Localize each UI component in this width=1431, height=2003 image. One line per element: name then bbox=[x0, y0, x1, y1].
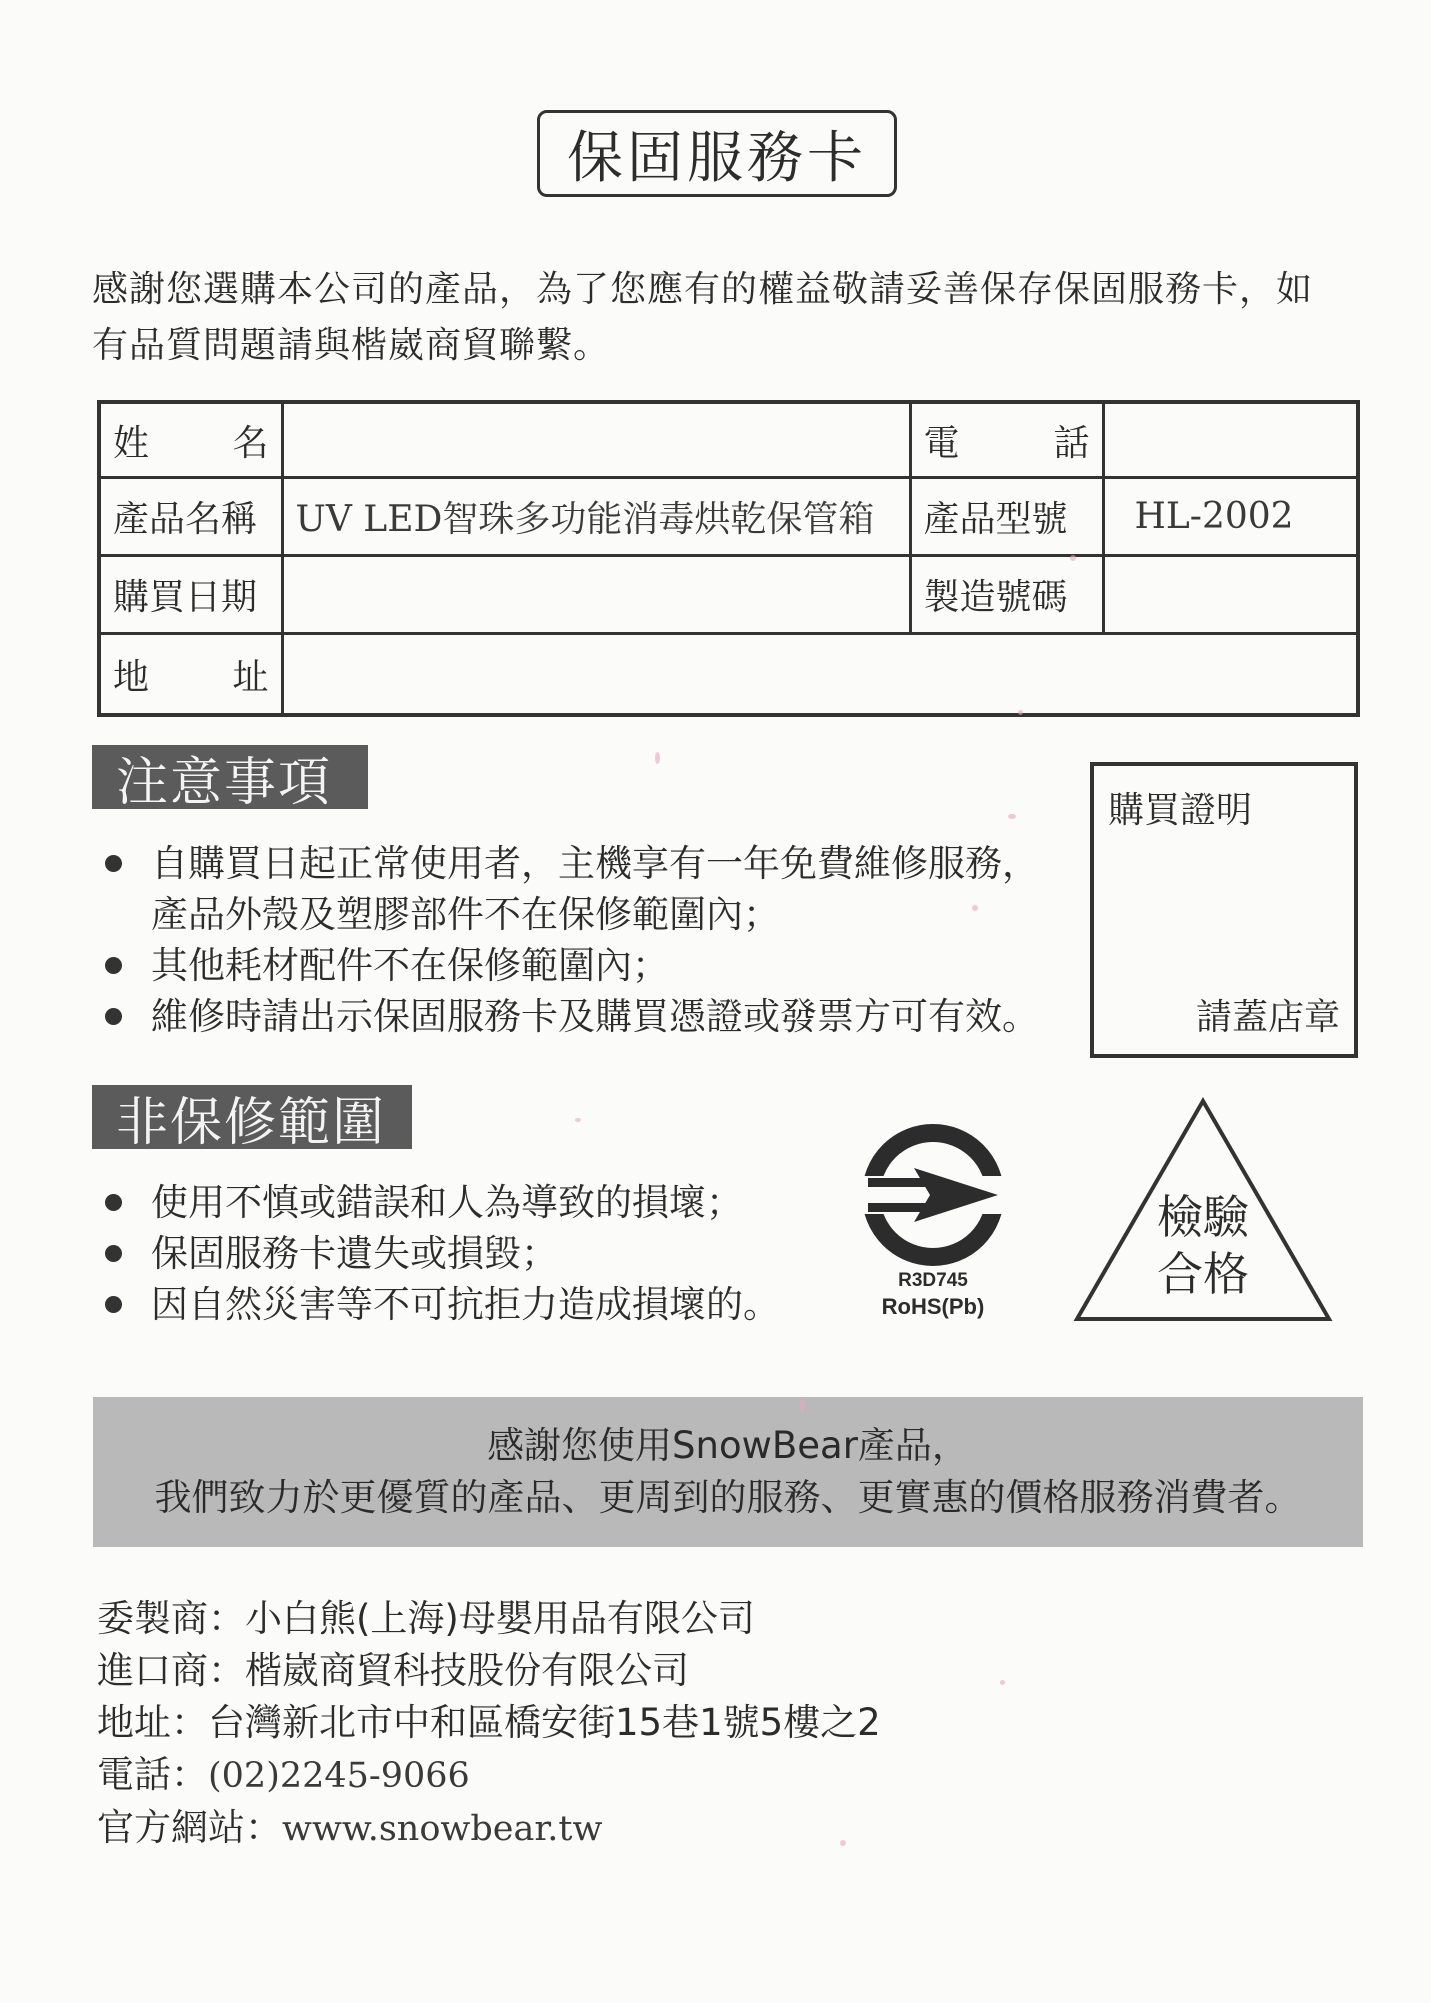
address-row bbox=[97, 1697, 881, 1749]
importer-row bbox=[97, 1645, 881, 1697]
speckle bbox=[972, 905, 978, 911]
footer-phone-label: 電話： bbox=[97, 1753, 208, 1796]
product-name-value: UV LED智珠多功能消毒烘乾保管箱 bbox=[282, 478, 910, 556]
cert-code: R3D745 bbox=[898, 1270, 968, 1291]
speckle bbox=[655, 752, 660, 764]
address-label: 地 址 bbox=[99, 634, 282, 716]
bsmi-cert-mark bbox=[858, 1120, 1008, 1330]
notice-item-1: 自購買日起正常使用者，主機享有一年免費維修服務， bbox=[95, 838, 1085, 889]
footer-address-value: 台灣新北市中和區橋安街15巷1號5樓之2 bbox=[208, 1701, 881, 1744]
exclusions-heading: 非保修範圍 bbox=[92, 1085, 412, 1149]
notice-heading: 注意事項 bbox=[92, 745, 368, 809]
purchase-date-label: 購買日期 bbox=[99, 556, 282, 634]
exclusion-item: 使用不慎或錯誤和人為導致的損壞； bbox=[95, 1177, 895, 1228]
thanks-line-1: 感謝您使用SnowBear產品， bbox=[487, 1424, 969, 1467]
thanks-band bbox=[93, 1397, 1363, 1547]
phone-label: 電 話 bbox=[910, 402, 1103, 478]
notice-item-3: 維修時請出示保固服務卡及購買憑證或發票方可有效。 bbox=[95, 991, 1085, 1042]
speckle bbox=[840, 1840, 846, 1846]
proof-title: 購買證明 bbox=[1108, 790, 1253, 831]
speckle bbox=[800, 1398, 805, 1412]
intro-text bbox=[92, 262, 1352, 374]
name-field[interactable] bbox=[282, 402, 910, 478]
serial-field[interactable] bbox=[1103, 556, 1358, 634]
website-link[interactable]: www.snowbear.tw bbox=[282, 1809, 603, 1849]
website-row bbox=[97, 1802, 881, 1855]
address-field[interactable] bbox=[282, 634, 1358, 716]
thanks-line-2: 我們致力於更優質的產品、更周到的服務、更實惠的價格服務消費者。 bbox=[154, 1476, 1302, 1519]
proof-of-purchase-box bbox=[1090, 762, 1358, 1058]
model-label: 產品型號 bbox=[910, 478, 1103, 556]
exclusions-list bbox=[95, 1177, 895, 1330]
notice-item-1-continued: 產品外殼及塑膠部件不在保修範圍內； bbox=[151, 893, 780, 936]
importer-label: 進口商： bbox=[97, 1649, 245, 1692]
phone-field[interactable] bbox=[1103, 402, 1358, 478]
speckle bbox=[1018, 710, 1023, 715]
intro-line-1: 感謝您選購本公司的產品，為了您應有的權益敬請妥善保存保固服務卡，如 bbox=[92, 269, 1314, 310]
inspection-line-2: 合格 bbox=[1157, 1247, 1249, 1301]
speckle bbox=[1000, 1680, 1005, 1685]
footer-address-label: 地址： bbox=[97, 1701, 208, 1744]
bsmi-mark-icon bbox=[858, 1120, 1008, 1270]
website-label: 官方網站： bbox=[97, 1806, 282, 1849]
commissioner-value: 小白熊(上海)母嬰用品有限公司 bbox=[245, 1597, 755, 1640]
intro-line-2: 有品質問題請與楷崴商貿聯繫。 bbox=[92, 325, 611, 366]
importer-value: 楷崴商貿科技股份有限公司 bbox=[245, 1649, 689, 1692]
notice-list bbox=[95, 838, 1085, 1042]
commissioner-label: 委製商： bbox=[97, 1597, 245, 1640]
speckle bbox=[1070, 555, 1076, 561]
stamp-hint: 請蓋店章 bbox=[1195, 997, 1340, 1038]
inspection-badge bbox=[1073, 1097, 1333, 1323]
speckle bbox=[575, 1118, 581, 1122]
exclusion-item: 保固服務卡遺失或損毀； bbox=[95, 1228, 895, 1279]
serial-label: 製造號碼 bbox=[910, 556, 1103, 634]
purchase-date-field[interactable] bbox=[282, 556, 910, 634]
company-info bbox=[97, 1593, 881, 1855]
footer-phone-value: (02)2245-9066 bbox=[208, 1756, 470, 1796]
rohs-text: RoHS(Pb) bbox=[881, 1294, 985, 1319]
speckle bbox=[1008, 814, 1016, 819]
card-title: 保固服務卡 bbox=[537, 110, 897, 197]
model-value: HL-2002 bbox=[1103, 478, 1358, 556]
warranty-info-table bbox=[97, 400, 1360, 717]
exclusion-item: 因自然災害等不可抗拒力造成損壞的。 bbox=[95, 1279, 895, 1330]
product-name-label: 產品名稱 bbox=[99, 478, 282, 556]
notice-item-2: 其他耗材配件不在保修範圍內； bbox=[95, 940, 1085, 991]
commissioner-row bbox=[97, 1593, 881, 1645]
phone-row bbox=[97, 1749, 881, 1802]
name-label: 姓 名 bbox=[99, 402, 282, 478]
inspection-line-1: 檢驗 bbox=[1157, 1190, 1249, 1244]
